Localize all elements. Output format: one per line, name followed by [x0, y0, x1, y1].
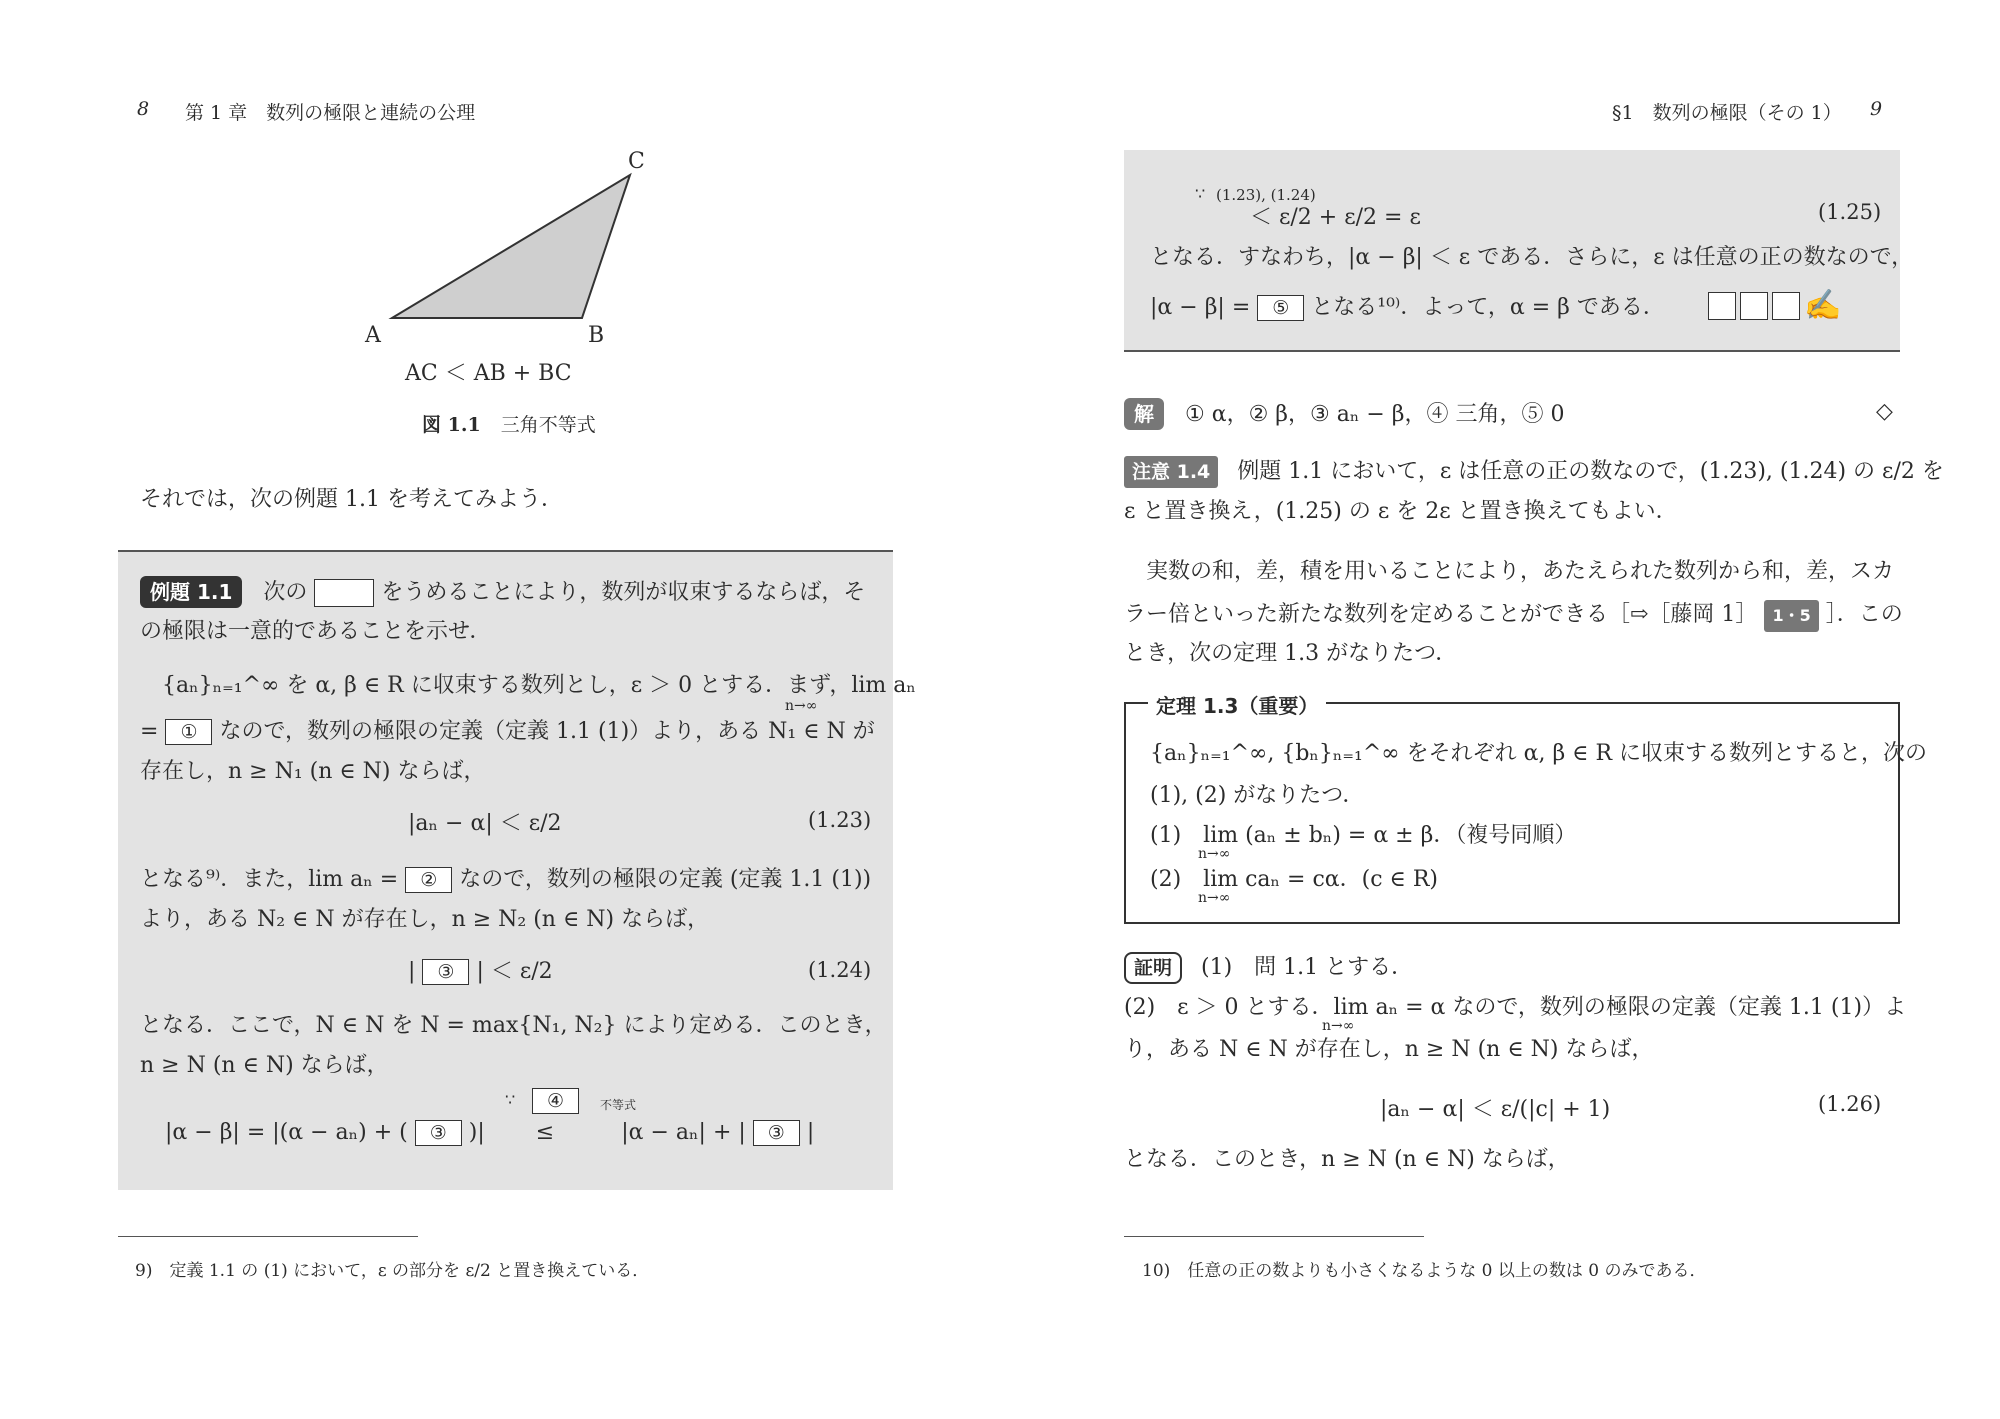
le-sign: ≤ — [535, 1120, 555, 1145]
equation-final — [165, 1120, 814, 1146]
page-number: 8 — [137, 98, 150, 120]
checkbox-row — [1708, 288, 1841, 323]
proof-label: 証明 — [1124, 952, 1182, 984]
section-ref-tag[interactable]: 1・5 — [1764, 600, 1818, 632]
equation-1-25: ＜ ε/2 + ε/2 = ε — [1250, 205, 1421, 230]
footnote-rule — [1124, 1236, 1424, 1237]
example-line-2: の極限は一意的であることを示せ． — [140, 619, 492, 644]
answer-box-5: ⑤ — [1257, 295, 1304, 321]
proof-line-4: となる．このとき，n ≥ N (n ∈ N) ならば， — [1124, 1147, 1570, 1172]
equation-1-26: |aₙ − α| ＜ ε/(|c| + 1) — [1380, 1097, 1611, 1122]
answer-box-2: ② — [405, 867, 452, 893]
para-l2a: ラー倍といった新たな数列を定めることができる［⇨［藤岡 1］ — [1124, 602, 1758, 627]
paragraph-line-3: とき，次の定理 1.3 がなりたつ． — [1124, 641, 1458, 666]
answer-text: ① α，② β，③ aₙ − β，④ 三角，⑤ 0 — [1185, 402, 1565, 427]
eq3-a: |α − β| = |(α − aₙ) + ( — [165, 1120, 408, 1145]
proof-l1: (1) 問 1.1 とする． — [1201, 955, 1414, 980]
eq-number-1-26: (1.26) — [1818, 1092, 1882, 1116]
paragraph-line-2 — [1124, 600, 1903, 632]
end-mark: ◇ — [1876, 399, 1893, 424]
footnote-10: 10) 任意の正の数よりも小さくなるような 0 以上の数は 0 のみである． — [1142, 1261, 1707, 1281]
theorem-line-1: {aₙ}ₙ₌₁^∞, {bₙ}ₙ₌₁^∞ をそれぞれ α, β ∈ R に収束する数列とすると，次の — [1150, 741, 1928, 766]
continuation-line-2 — [1150, 294, 1665, 322]
example-line-1 — [140, 576, 865, 608]
eq-number-1-25: (1.25) — [1818, 200, 1882, 224]
because-icon: ∵ — [1195, 184, 1206, 203]
checkbox-3[interactable] — [1772, 292, 1800, 320]
pen-icon: ✍ — [1804, 288, 1842, 323]
caption-text: 三角不等式 — [500, 414, 596, 436]
footnote-rule — [118, 1236, 418, 1237]
intro-text: それでは，次の例題 1.1 を考えてみよう． — [140, 487, 563, 512]
triangle — [392, 175, 630, 318]
proof-line-2: (2) ε ＞ 0 とする．lim aₙ = α なので，数列の極限の定義（定義 1.1 (1)）よ — [1124, 995, 1907, 1020]
answer-box-3c: ③ — [753, 1120, 800, 1146]
figure-caption — [422, 410, 596, 437]
checkbox-2[interactable] — [1740, 292, 1768, 320]
example-line-3: {aₙ}ₙ₌₁^∞ を α, β ∈ R に収束する数列とし，ε ＞ 0 とする．まず，lim aₙ — [162, 673, 916, 698]
answer-line — [1124, 398, 1564, 430]
answer-box-4-wrap — [532, 1088, 579, 1114]
inequality-note: 不等式 — [600, 1098, 637, 1112]
eq3-d: | — [806, 1120, 815, 1145]
theorem-item-2: (2) lim caₙ = cα．(c ∈ R) — [1150, 867, 1438, 892]
caption-number: 図 1.1 — [422, 414, 481, 436]
cont-l2a: |α − β| = — [1150, 295, 1251, 320]
lim-subscript: n→∞ — [1198, 890, 1231, 906]
equation-1-23: |aₙ − α| ＜ ε/2 — [408, 811, 562, 836]
example-l1a: 次の — [263, 580, 308, 605]
example-line-8: となる．ここで，N ∈ N を N = max{N₁, N₂} により定める．このとき， — [140, 1013, 887, 1038]
answer-box-3b: ③ — [415, 1120, 462, 1146]
note-line-1 — [1124, 456, 1944, 488]
cont-l2b: となる¹⁰⁾．よって，α = β である． — [1311, 295, 1665, 320]
example-line-4 — [140, 718, 875, 746]
answer-label: 解 — [1124, 398, 1164, 430]
eq-number-1-23: (1.23) — [808, 808, 872, 832]
continuation-line-1: となる．すなわち，|α − β| ＜ ε である．さらに，ε は任意の正の数なので， — [1150, 245, 1914, 270]
footnote-9: 9) 定義 1.1 の (1) において，ε の部分を ε/2 と置き換えている． — [135, 1261, 650, 1281]
theorem-line-2: (1), (2) がなりたつ． — [1150, 783, 1365, 808]
eq-number-1-24: (1.24) — [808, 958, 872, 982]
theorem-title: 定理 1.3（重要） — [1148, 690, 1326, 719]
note-l1: 例題 1.1 において，ε は任意の正の数なので，(1.23), (1.24) の ε/2 を — [1237, 459, 1944, 484]
theorem-item-1: (1) lim (aₙ ± bₙ) = α ± β．（複号同順） — [1150, 823, 1577, 848]
example-l4b: なので，数列の極限の定義（定義 1.1 (1)）より，ある N₁ ∈ N が — [219, 719, 875, 744]
equation-1-24 — [408, 954, 553, 985]
abs-open: | — [408, 959, 416, 984]
blank-box — [314, 579, 374, 607]
running-head: §1 数列の極限（その 1） — [1612, 102, 1842, 124]
answer-box-3: ③ — [422, 959, 469, 985]
vertex-b-label: B — [588, 323, 605, 348]
eq-reference: (1.23), (1.24) — [1216, 186, 1316, 204]
para-l2b: ］．この — [1825, 602, 1903, 627]
lim-subscript: n→∞ — [1322, 1018, 1355, 1034]
checkbox-1[interactable] — [1708, 292, 1736, 320]
answer-box-1: ① — [165, 719, 212, 745]
abs-close: | ＜ ε/2 — [476, 959, 553, 984]
eq3-b: )| — [468, 1120, 485, 1145]
equals-sign: = — [140, 719, 159, 744]
eq3-c: |α − aₙ| + | — [621, 1120, 746, 1145]
vertex-c-label: C — [628, 149, 645, 174]
because-icon: ∵ — [505, 1090, 516, 1109]
paragraph-line-1: 実数の和，差，積を用いることにより，あたえられた数列から和，差，スカ — [1146, 559, 1895, 584]
proof-line-3: り，ある N ∈ N が存在し，n ≥ N (n ∈ N) ならば， — [1124, 1037, 1654, 1062]
example-line-7: より，ある N₂ ∈ N が存在し，n ≥ N₂ (n ∈ N) ならば， — [140, 907, 710, 932]
answer-box-4: ④ — [532, 1088, 579, 1114]
triangle-figure — [380, 160, 660, 350]
page-number: 9 — [1870, 98, 1883, 120]
note-line-2: ε と置き換え，(1.25) の ε を 2ε と置き換えてもよい． — [1124, 499, 1678, 524]
proof-line-1 — [1124, 952, 1413, 984]
example-line-6 — [140, 866, 871, 894]
figure-inequality: AC ＜ AB + BC — [405, 361, 572, 386]
example-label: 例題 1.1 — [140, 576, 242, 608]
running-head: 第 1 章 数列の極限と連続の公理 — [185, 102, 476, 124]
note-label: 注意 1.4 — [1124, 456, 1218, 488]
example-l6a: となる⁹⁾．また，lim aₙ = — [140, 867, 399, 892]
lim-subscript: n→∞ — [785, 698, 818, 714]
example-line-5: 存在し，n ≥ N₁ (n ∈ N) ならば， — [140, 759, 486, 784]
vertex-a-label: A — [365, 323, 381, 348]
lim-subscript: n→∞ — [1198, 846, 1231, 862]
example-line-9: n ≥ N (n ∈ N) ならば， — [140, 1053, 389, 1078]
example-l1b: をうめることにより，数列が収束するならば，そ — [381, 580, 866, 605]
example-l6b: なので，数列の極限の定義 (定義 1.1 (1)) — [459, 867, 872, 892]
